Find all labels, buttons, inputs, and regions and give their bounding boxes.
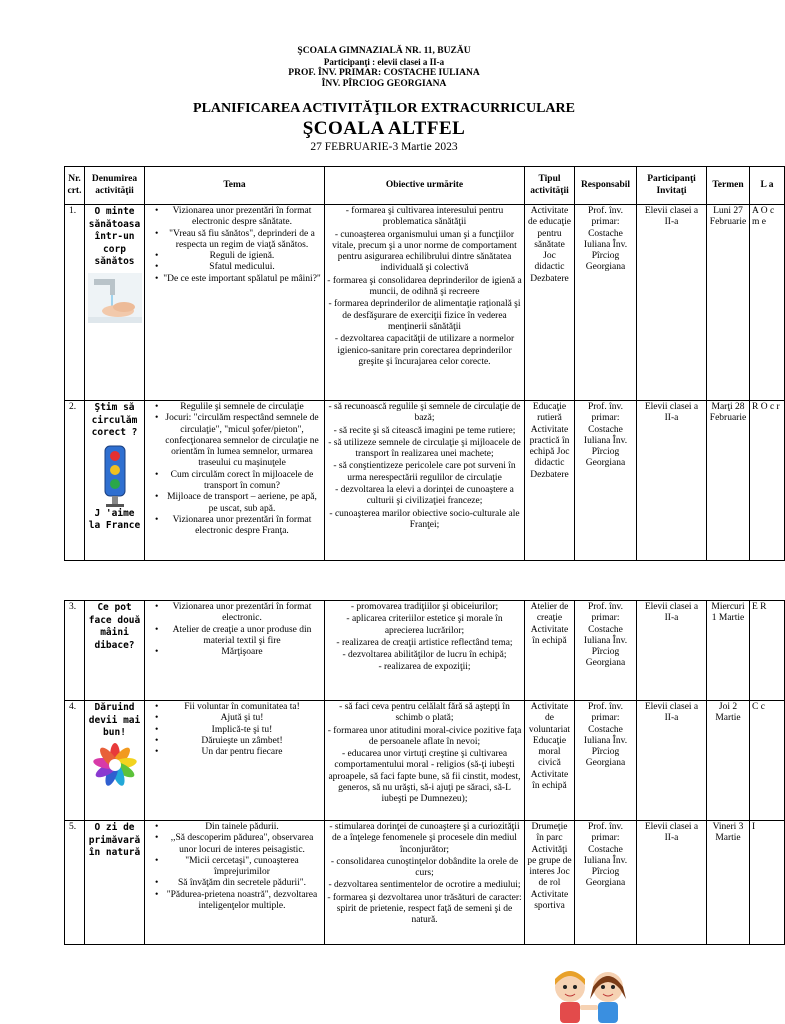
responsabil-cell: Prof. înv. primar: Costache Iuliana Înv. Pîrciog Georgiana [575,401,637,561]
participanti-cell: Elevii clasei a II-a [637,401,707,561]
row-number: 5. [65,821,85,945]
list-item: • Regulile şi semnele de circulaţie [155,402,322,413]
objective-text: - să utilizeze semnele de circulaţie şi mijloacele de transport în realizarea unei machete; [328,437,521,460]
loc-cell: C c [750,701,785,821]
list-item: • "Micii cercetaşi", cunoaşterea împrejurimilor [155,856,322,879]
objective-text: - dezvoltarea capacităţii de utilizare a normelor igienico-sanitare prin corectarea deprinderilor greşite şi încurajarea celor corecte. [334,334,515,367]
list-item: • Vizionarea unor prezentări în format electronic despre Franţa. [155,515,322,538]
activity-name-text: Ştim să circulăm corect ? [91,402,138,438]
objective-text: - dezvoltarea la elevi a dorinţei de cunoaştere a culturii şi civilizaţiei franceze; [335,485,514,507]
loc-cell: I [750,821,785,945]
responsabil-cell: Prof. înv. primar: Costache Iuliana Înv. Pîrciog Georgiana [575,601,637,701]
tip-cell: Drumeţie în parc Activităţi pe grupe de interes Joc de rol Activitate sportiva [525,821,575,945]
objective-text: - aplicarea criteriilor estetice şi morale în aprecierea lucrărilor; [346,614,503,636]
tip-cell: Atelier de creaţie Activitate în echipă [525,601,575,701]
objective-text: - educarea unor virtuţi creştine şi cultivarea comportamentului moral - religios (să-ţi iubeşti aproapele, să faci fapte bune, să fii cinstit, modest, generos, să nu urăşti, să-i ajuţi pe săraci, să-L iubeşti pe Dumnezeu); [328,749,521,805]
objective-text: - cunoaşterea marilor obiective socio-culturale ale Franţei; [329,508,520,530]
tema-cell [145,205,325,401]
objective-text: - formarea deprinderilor de alimentaţie raţională şi de desfăşurare de exerciţii fizice în vederea menţinerii sănătăţii [328,299,521,332]
list-item: • Din tainele pădurii. [155,822,322,833]
termen-cell: Miercuri 1 Martie [707,601,750,701]
obiective-cell [325,701,525,821]
list-item: • Implică-te şi tu! [155,725,322,736]
obiective-cell [325,601,525,701]
objective-text: - să recite şi să citească imagini pe teme rutiere; [333,425,516,436]
list-item: • Fii voluntar în comunitatea ta! [155,702,322,713]
loc-cell: E R [750,601,785,701]
col-header-termen: Termen [707,167,750,205]
list-item: • Un dar pentru fiecare [155,747,322,758]
date-range: 27 FEBRUARIE-3 Martie 2023 [310,141,458,153]
list-item: • "De ce este important spălatul pe mâini?" [155,274,322,285]
objective-text: - să faci ceva pentru celălalt fără să aştepţi în schimb o plată; [339,702,510,724]
termen-cell: Luni 27 Februarie [707,205,750,401]
tema-cell [145,701,325,821]
tema-cell [145,821,325,945]
responsabil-cell: Prof. înv. primar: Costache Iuliana Înv. Pîrciog Georgiana [575,821,637,945]
traffic-light-image [100,444,130,508]
activities-table-page-2 [64,600,785,945]
list-item: • Sfatul medicului. [155,262,322,273]
participanti-cell: Elevii clasei a II-a [637,701,707,821]
table-row [65,701,785,821]
document-title: PLANIFICAREA ACTIVITĂŢILOR EXTRACURRICULARE [193,101,575,116]
row-number: 4. [65,701,85,821]
responsabil-cell: Prof. înv. primar: Costache Iuliana Înv. Pîrciog Georgiana [575,701,637,821]
activity-name [85,401,145,561]
col-header-obiective: Obiective urmărite [325,167,525,205]
objective-text: - formarea şi dezvoltarea unor trăsături de caracter: spirit de prietenie, respect faţă de semeni şi de natură. [327,892,522,926]
participanti-cell: Elevii clasei a II-a [637,601,707,701]
objective-text: - formarea unor atitudini moral-civice pozitive faţa de persoanele aflate în nevoi; [327,725,522,747]
termen-cell: Joi 2 Martie [707,701,750,821]
termen-cell: Vineri 3 Martie [707,821,750,945]
activity-name [85,701,145,821]
objective-text: - să conştientizeze pericolele care pot surveni în urma nerespectării regulilor de circulaţie [333,461,516,483]
table-row [65,601,785,701]
table-row [65,401,785,561]
objective-text: - formarea şi consolidarea deprinderilor de igienă a muncii, de odihnă şi recreere [327,275,522,298]
col-header-participanti: Participanţi Invitaţi [637,167,707,205]
teacher-line-2: ÎNV. PÎRCIOG GEORGIANA [321,79,447,89]
tip-cell: Activitate de educaţie pentru sănătate Joc didactic Dezbatere [525,205,575,401]
tema-cell [145,401,325,561]
activity-name [85,205,145,401]
objective-text: - stimularea dorinţei de cunoaştere şi a curiozităţii de a înţelege fenomenele şi procesele din mediul înconjurător; [329,822,520,855]
participanti-cell: Elevii clasei a II-a [637,821,707,945]
activity-name-text: O zi de primăvară în natură [88,822,141,858]
row-number: 1. [65,205,85,401]
program-title: ŞCOALA ALTFEL [302,118,466,139]
header-row [65,167,785,205]
objective-text: - promovarea tradiţiilor şi obiceiurilor; [350,602,499,612]
row-number: 3. [65,601,85,701]
children-image [540,965,640,1023]
handwash-image [88,273,142,323]
col-header-loc: L a [750,167,785,205]
list-item: • "Pădurea-prietena noastră", dezvoltarea inteligenţelor multiple. [155,890,322,913]
obiective-cell [325,401,525,561]
list-item: • Ajută şi tu! [155,713,322,724]
loc-cell: A O c m e [750,205,785,401]
participanti-cell: Elevii clasei a II-a [637,205,707,401]
list-item: • Cum circulăm corect în mijloacele de transport în comun? [155,470,322,493]
col-header-nr: Nr. crt. [65,167,85,205]
list-item: • Jocuri: "circulăm respectând semnele de circulaţie", "micul şofer/pieton", confecţionarea semnelor de circulaţie ne orientăm în lumea semnelor, urmarea traseului cu maşinuţele [155,413,322,469]
responsabil-cell: Prof. înv. primar: Costache Iuliana Înv. Pîrciog Georgiana [575,205,637,401]
objective-text: - să recunoască regulile şi semnele de circulaţie de bază; [328,402,521,424]
objective-text: - formarea şi cultivarea interesului pentru problematica sănătăţii [345,206,504,228]
activity-name-text: O minte sănătoasa într-un corp sănătos [88,206,141,267]
activity-name-text: Dăruind devii mai bun! [88,702,141,738]
objective-text: - dezvoltarea sentimentelor de ocrotire a mediului; [328,880,521,891]
tip-cell: Educaţie rutieră Activitate practică în echipă Joc didactic Dezbatere [525,401,575,561]
activity-name-text: Ce pot face două mâini dibace? [88,602,141,651]
obiective-cell [325,205,525,401]
tema-cell [145,601,325,701]
activity-subtitle: J 'aime la France [88,507,141,531]
list-item: • Mărţişoare [155,647,322,658]
list-item: • Atelier de creaţie a unor produse din material textil şi fire [155,625,322,648]
objective-text: - consolidarea cunoştinţelor dobândite la orele de curs; [330,856,519,879]
objective-text: - realizarea de expoziţii; [378,662,471,673]
teacher-line-1: PROF. ÎNV. PRIMAR: COSTACHE IULIANA [288,68,480,78]
list-item: • Vizionarea unor prezentări în format electronic despre sănătate. [155,206,322,229]
participants-line: Participanţi : elevii clasei a II-a [323,57,445,67]
loc-cell: R O c r [750,401,785,561]
col-header-tip: Tipul activităţii [525,167,575,205]
objective-text: - realizarea de creaţii artistice reflectând tema; [336,637,513,648]
table-row [65,205,785,401]
school-name: ŞCOALA GIMNAZIALĂ NR. 11, BUZĂU [297,46,471,56]
termen-cell: Marţi 28 Februarie [707,401,750,561]
activities-table-page-1 [64,166,785,561]
list-item: • Să învăţăm din secretele pădurii". [155,878,322,889]
activity-name [85,821,145,945]
row-number: 2. [65,401,85,561]
col-header-tema: Tema [145,167,325,205]
objective-text: - cunoaşterea organismului uman şi a funcţiilor vitale, precum şi a unor norme de comportament pentru asigurarea echilibrului dintre sănătatea individuală şi colectivă [332,229,517,274]
colorful-hands-image [91,744,139,786]
table-row [65,821,785,945]
list-item: • Reguli de igienă. [155,251,322,262]
list-item: • ,,Să descoperim pădurea", observarea unor locuri de interes peisagistic. [155,833,322,856]
list-item: • Vizionarea unor prezentări în format electronic. [155,602,322,625]
list-item: • Dăruieşte un zâmbet! [155,736,322,747]
col-header-name: Denumirea activităţii [85,167,145,205]
col-header-responsabil: Responsabil [575,167,637,205]
obiective-cell [325,821,525,945]
activity-name [85,601,145,701]
list-item: • "Vreau să fiu sănătos", deprinderi de a respecta un regim de viaţă sănătos. [155,229,322,252]
tip-cell: Activitate de voluntariat Educaţie moral civică Activitate în echipă [525,701,575,821]
objective-text: - dezvoltarea abilităţilor de lucru în echipă; [342,650,507,661]
list-item: • Mijloace de transport – aeriene, pe apă, pe uscat, sub apă. [155,492,322,515]
